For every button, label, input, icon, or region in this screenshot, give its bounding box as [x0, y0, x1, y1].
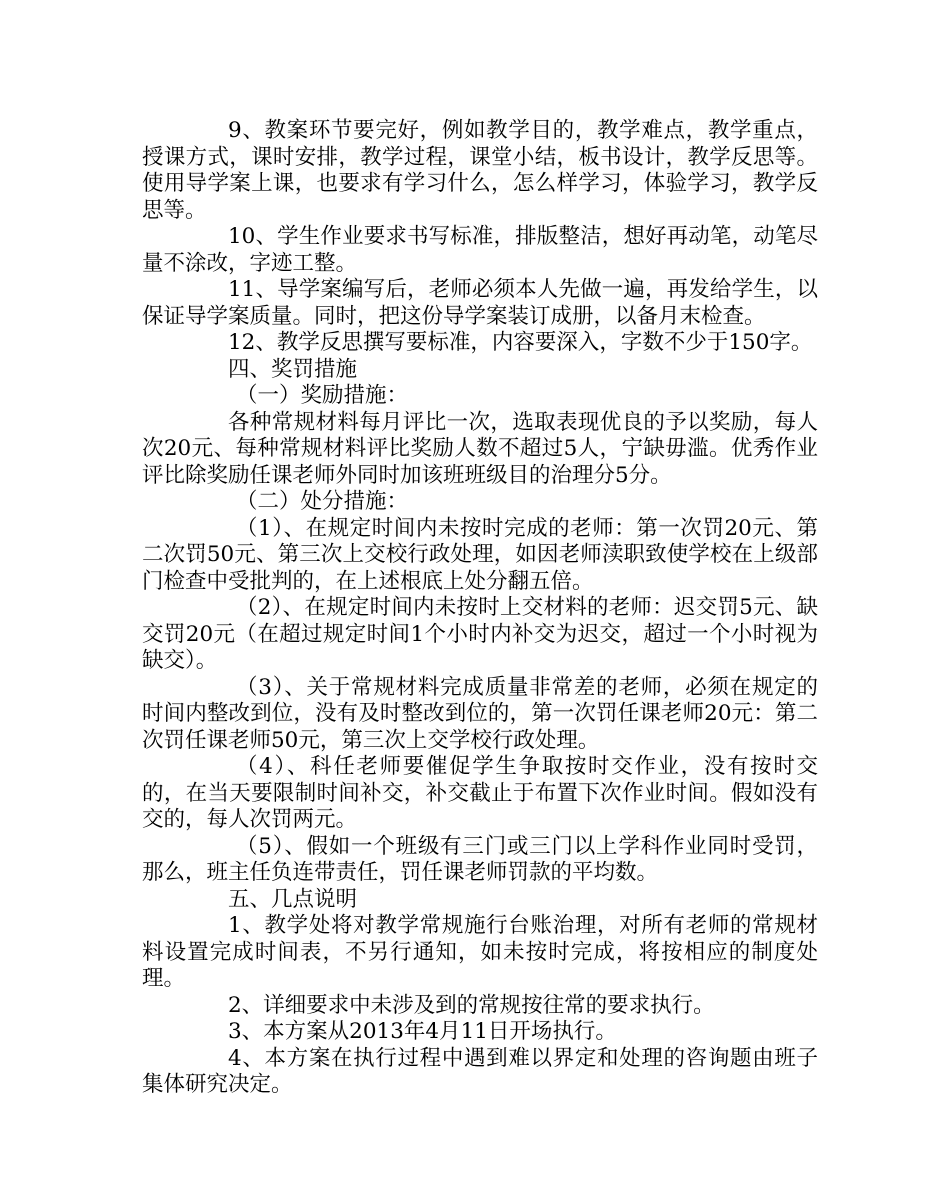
- section-heading-notes: 五、几点说明: [228, 886, 358, 912]
- paragraph-note-1: 1、教学处将对教学常规施行台账治理，对所有老师的常规材料设置完成时间表，不另行通知，如未按时完成，将按相应的制度处理。: [142, 913, 818, 991]
- paragraph-note-3: 3、本方案从2013年4月11日开场执行。: [228, 1019, 617, 1044]
- paragraph-penalty-2: （2）、在规定时间内未按时上交材料的老师：迟交罚5元、缺交罚20元（在超过规定时间1个小时内补交为迟交，超过一个小时视为缺交）。: [142, 595, 818, 673]
- paragraph-item-10: 10、学生作业要求书写标准，排版整洁，想好再动笔，动笔尽量不涂改，字迹工整。: [142, 224, 818, 276]
- paragraph-rewards: 各种常规材料每月评比一次，选取表现优良的予以奖励，每人次20元、每种常规材料评比奖励人数不超过5人，宁缺毋滥。优秀作业评比除奖励任课老师外同时加该班班级目的治理分5分。: [142, 409, 818, 488]
- paragraph-note-4: 4、本方案在执行过程中遇到难以界定和处理的咨询题由班子集体研究决定。: [142, 1045, 818, 1097]
- document-body: [142, 118, 818, 1099]
- paragraph-penalty-5: （5）、假如一个班级有三门或三门以上学科作业同时受罚，那么，班主任负连带责任，罚任课老师罚款的平均数。: [142, 833, 818, 885]
- subsection-heading-rewards: （一）奖励措施：: [236, 383, 409, 408]
- paragraph-item-12: 12、教学反思撰写要标准，内容要深入，字数不少于150字。: [228, 330, 813, 355]
- paragraph-penalty-1: （1）、在规定时间内未按时完成的老师：第一次罚20元、第二次罚50元、第三次上交校行政处理，如因老师渎职致使学校在上级部门检查中受批判的，在上述根底上处分翻五倍。: [142, 515, 818, 594]
- paragraph-note-2: 2、详细要求中未涉及到的常规按往常的要求执行。: [228, 992, 715, 1018]
- paragraph-penalty-3: （3）、关于常规材料完成质量非常差的老师，必须在规定的时间内整改到位，没有及时整改到位的，第一次罚任课老师20元：第二次罚任课老师50元，第三次上交学校行政处理。: [142, 674, 818, 753]
- paragraph-penalty-4: （4）、科任老师要催促学生争取按时交作业，没有按时交的，在当天要限制时间补交，补交截止于布置下次作业时间。假如没有交的，每人次罚两元。: [142, 754, 818, 832]
- paragraph-item-11: 11、导学案编写后，老师必须本人先做一遍，再发给学生，以保证导学案质量。同时，把这份导学案装订成册，以备月末检查。: [142, 277, 818, 329]
- section-heading-rewards-penalties: 四、奖罚措施: [228, 356, 358, 382]
- subsection-heading-penalties: （二）处分措施：: [236, 489, 409, 514]
- paragraph-item-9: 9、教案环节要完好，例如教学目的，教学难点，教学重点，授课方式，课时安排，教学过程，课堂小结，板书设计，教学反思等。使用导学案上课，也要求有学习什么，怎么样学习，体验学习，教学反思等。: [142, 118, 818, 223]
